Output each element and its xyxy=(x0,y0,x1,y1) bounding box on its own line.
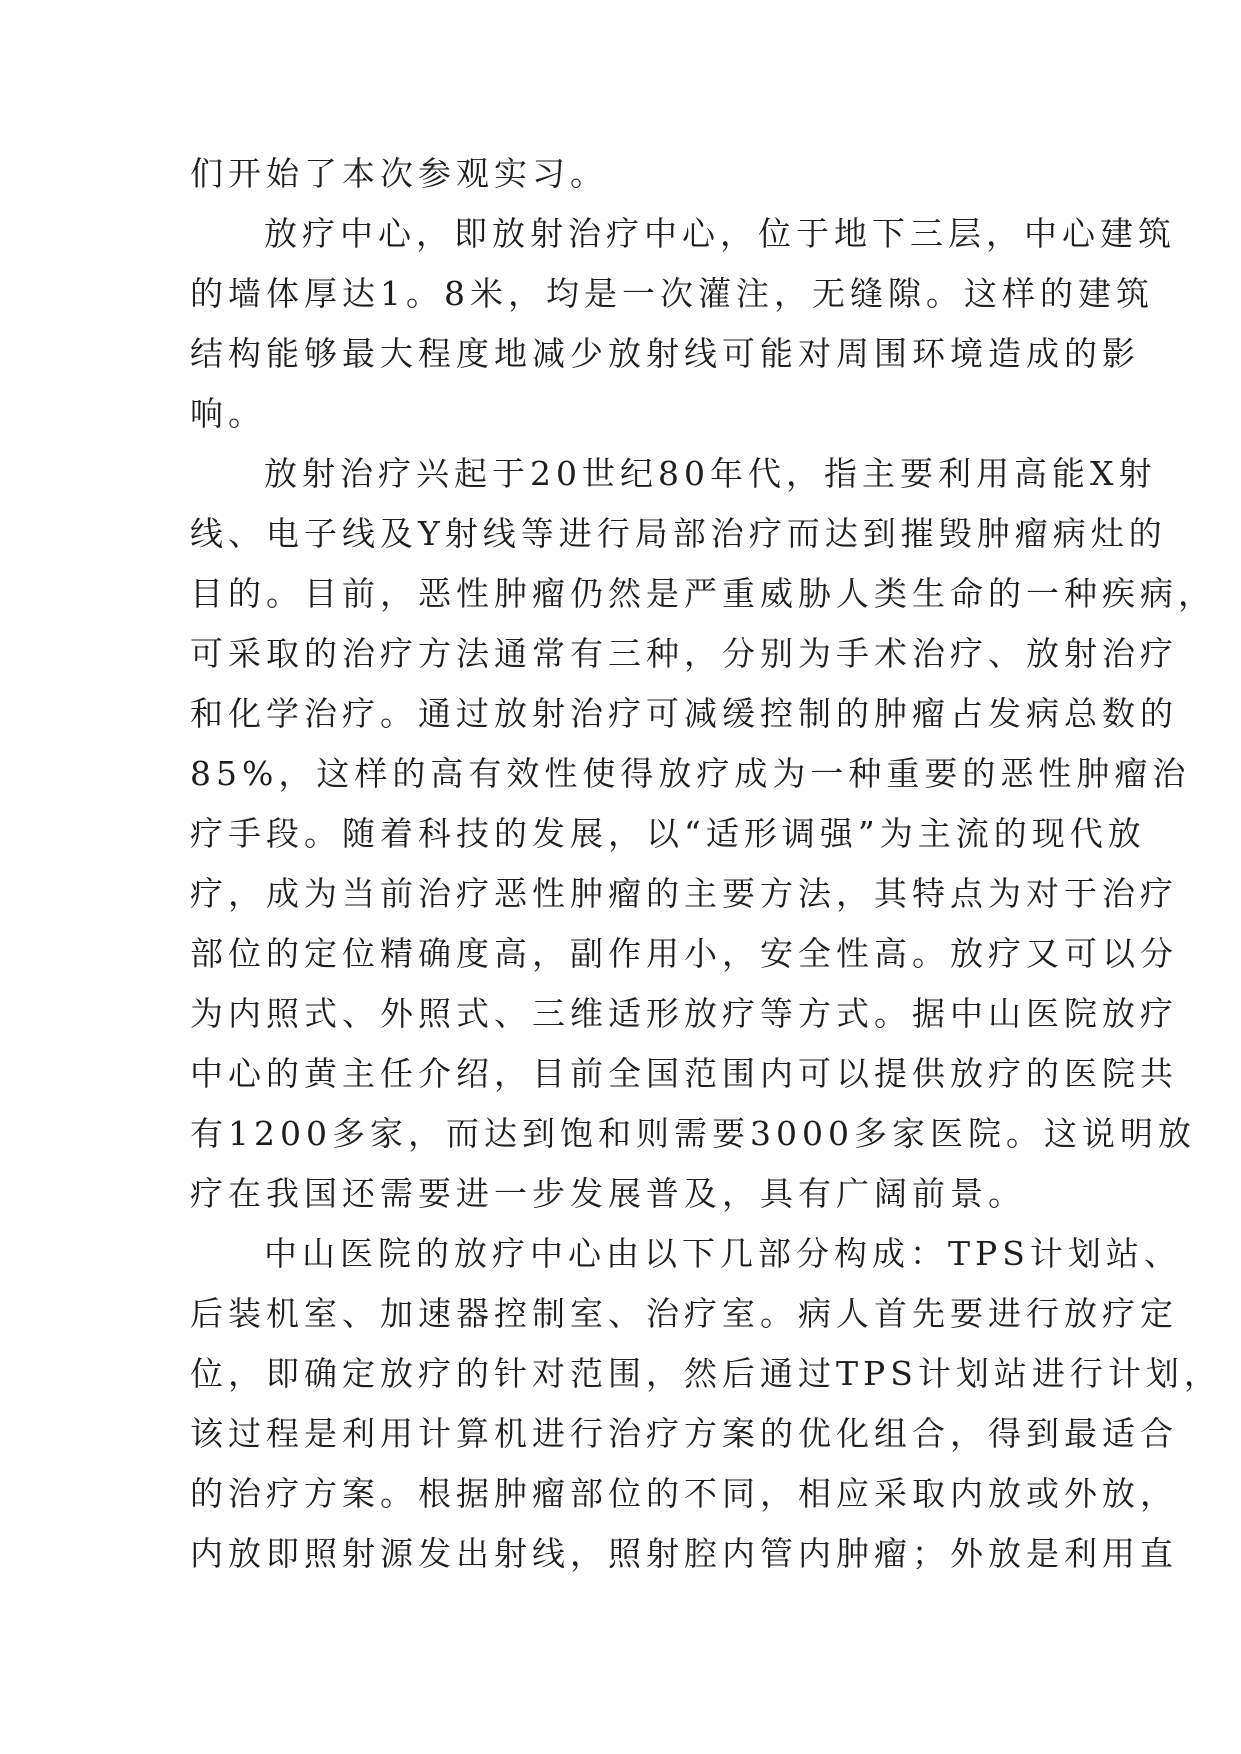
text-line: 目的。目前，恶性肿瘤仍然是严重威胁人类生命的一种疾病， xyxy=(190,574,1216,613)
text-line: 和化学治疗。通过放射治疗可减缓控制的肿瘤占发病总数的 xyxy=(190,694,1178,733)
text-line: 后装机室、加速器控制室、治疗室。病人首先要进行放疗定 xyxy=(190,1294,1178,1333)
text-line: 内放即照射源发出射线，照射腔内管内肿瘤；外放是利用直 xyxy=(190,1534,1178,1573)
text-line: 有1200多家，而达到饱和则需要3000多家医院。这说明放 xyxy=(190,1114,1196,1153)
text-line: 们开始了本次参观实习。 xyxy=(190,154,608,193)
text-line: 可采取的治疗方法通常有三种，分别为手术治疗、放射治疗 xyxy=(190,634,1178,673)
text-line: 为内照式、外照式、三维适形放疗等方式。据中山医院放疗 xyxy=(190,994,1178,1033)
text-line: 线、电子线及Y射线等进行局部治疗而达到摧毁肿瘤病灶的 xyxy=(190,514,1167,553)
body-text xyxy=(190,154,1222,1594)
text-line: 疗在我国还需要进一步发展普及，具有广阔前景。 xyxy=(190,1174,1026,1213)
text-line: 位，即确定放疗的针对范围，然后通过TPS计划站进行计划， xyxy=(190,1354,1222,1393)
text-line: 疗，成为当前治疗恶性肿瘤的主要方法，其特点为对于治疗 xyxy=(190,874,1178,913)
text-line: 该过程是利用计算机进行治疗方案的优化组合，得到最适合 xyxy=(190,1414,1178,1453)
paragraph-first-line: 中山医院的放疗中心由以下几部分构成：TPS计划站、 xyxy=(264,1234,1182,1273)
text-line: 85%，这样的高有效性使得放疗成为一种重要的恶性肿瘤治 xyxy=(190,754,1191,793)
text-line: 中心的黄主任介绍，目前全国范围内可以提供放疗的医院共 xyxy=(190,1054,1178,1093)
text-line: 响。 xyxy=(190,394,266,433)
paragraph-first-line: 放疗中心，即放射治疗中心，位于地下三层，中心建筑 xyxy=(264,214,1176,253)
text-line: 的治疗方案。根据肿瘤部位的不同，相应采取内放或外放， xyxy=(190,1474,1178,1513)
paragraph-first-line: 放射治疗兴起于20世纪80年代，指主要利用高能X射 xyxy=(264,454,1157,493)
text-line: 的墙体厚达1。8米，均是一次灌注，无缝隙。这样的建筑 xyxy=(190,274,1154,313)
text-line: 结构能够最大程度地减少放射线可能对周围环境造成的影 xyxy=(190,334,1140,373)
text-line: 疗手段。随着科技的发展，以“适形调强”为主流的现代放 xyxy=(190,814,1146,853)
text-line: 部位的定位精确度高，副作用小，安全性高。放疗又可以分 xyxy=(190,934,1178,973)
